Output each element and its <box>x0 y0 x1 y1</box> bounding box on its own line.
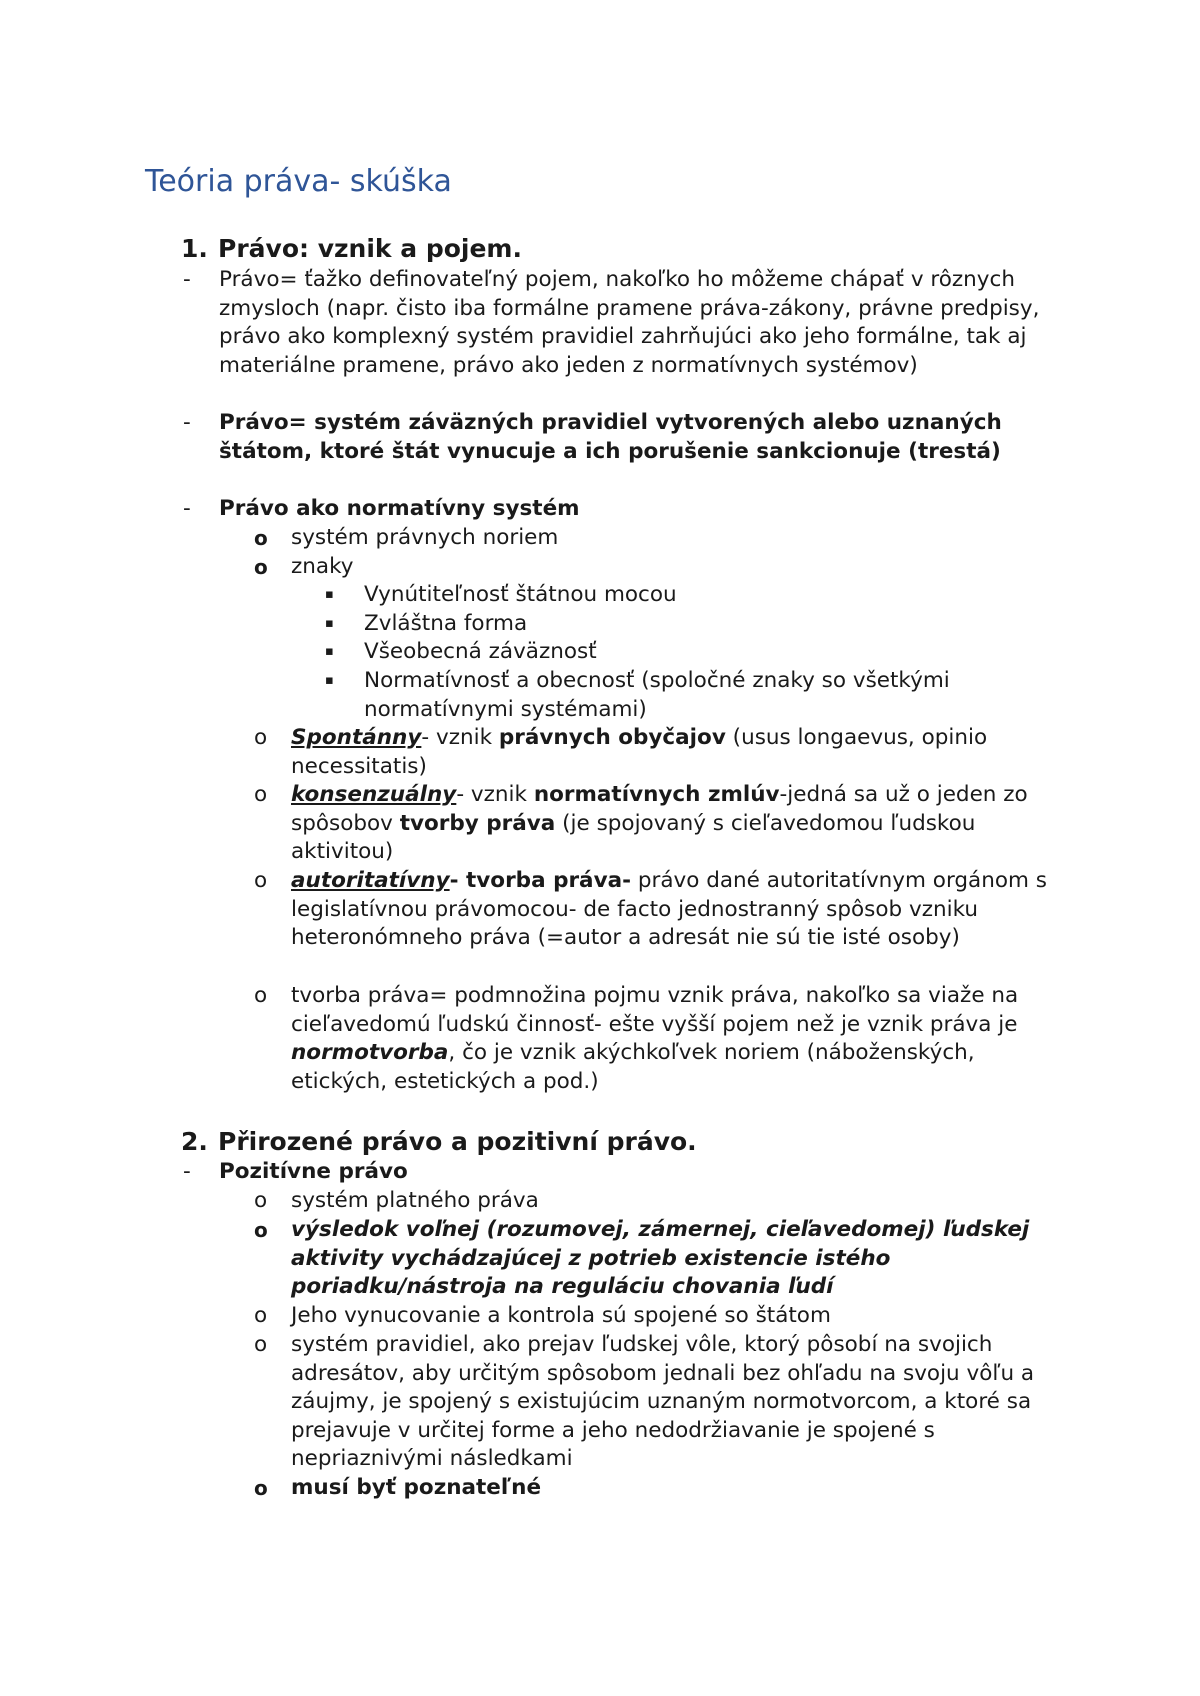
dash-bullet: - <box>183 410 191 435</box>
circle-bullet: o <box>254 1476 268 1500</box>
bold-italic-text: normotvorba <box>291 1040 449 1066</box>
bold-text: - tvorba práva- <box>449 868 632 893</box>
term: konsenzuálny <box>291 782 457 807</box>
bold-text: tvorby práva <box>399 810 556 836</box>
list-item <box>291 724 1071 781</box>
list-item: Všeobecná záväznosť <box>364 639 597 664</box>
list-item: systém pravidiel, ako prejav ľudskej vôle, ktorý pôsobí na svojich adresátov, aby určitým spôsobom jednali bez ohľadu na svoju vôľu a záujmy, je spojený s existujúcim uznaným normotvorcom, a ktoré sa prejavuje v určitej forme a jeho nedodržiavanie je spojené s nepriaznivými následkami <box>291 1332 1035 1472</box>
circle-bullet: o <box>254 1218 268 1242</box>
section-title: Právo: vznik a pojem. <box>218 234 522 263</box>
text: (usus longaevus, opinio necessitatis) <box>291 725 988 779</box>
section-1-heading <box>181 234 522 263</box>
document-title: Teória práva- skúška <box>145 164 452 199</box>
list-item: systém platného práva <box>291 1188 539 1213</box>
list-item: Zvláštna forma <box>364 611 528 636</box>
section-title: Přirozené právo a pozitivní právo. <box>218 1127 697 1156</box>
section-2-heading <box>181 1127 697 1156</box>
term: Spontánny <box>291 725 422 750</box>
list-item <box>291 867 1071 953</box>
bold-text: právnych obyčajov <box>498 725 726 750</box>
section-number: 2. <box>181 1127 208 1156</box>
text: - vznik <box>456 782 534 807</box>
square-bullet: ▪ <box>325 673 334 688</box>
text: (je spojovaný s cieľavedomou ľudskou aktivitou) <box>291 810 976 865</box>
list-item: Pozitívne právo <box>219 1159 408 1184</box>
square-bullet: ▪ <box>325 616 334 631</box>
list-item <box>291 781 1071 867</box>
circle-bullet: o <box>254 1332 268 1357</box>
circle-bullet: o <box>254 1303 268 1328</box>
text: -jedná sa už o jeden zo spôsobov <box>291 782 1028 836</box>
circle-bullet: o <box>254 725 268 750</box>
list-item: Právo= systém záväzných pravidiel vytvorených alebo uznaných štátom, ktoré štát vynucuje a ich porušenie sankcionuje (trestá) <box>219 410 1002 464</box>
circle-bullet: o <box>254 555 268 579</box>
list-item: Právo ako normatívny systém <box>219 496 580 521</box>
list-item: systém právnych noriem <box>291 525 559 550</box>
text: - vznik <box>421 725 499 750</box>
list-item: Právo= ťažko definovateľný pojem, nakoľko ho môžeme chápať v rôznych zmysloch (napr. čisto iba formálne pramene práva-zákony, právne predpisy, právo ako komplexný systém pravidiel zahrňujúci ako jeho formálne, tak aj materiálne pramene, právo ako jeden z normatívnych systémov) <box>219 267 1040 378</box>
list-item: Normatívnosť a obecnosť (spoločné znaky so všetkými normatívnymi systémami) <box>364 668 950 722</box>
list-item <box>291 982 1071 1096</box>
dash-bullet: - <box>183 1159 191 1184</box>
term: autoritatívny <box>291 868 450 893</box>
circle-bullet: o <box>254 782 268 807</box>
dash-bullet: - <box>183 496 191 521</box>
text: tvorba práva= podmnožina pojmu vznik práva, nakoľko sa viaže na cieľavedomú ľudskú činnosť- ešte vyšší pojem než je vznik práva je <box>291 983 1019 1037</box>
list-item: znaky <box>291 554 354 579</box>
text: , čo je vznik akýchkoľvek noriem (náboženských, etických, estetických a pod.) <box>291 1040 975 1094</box>
list-item: výsledok voľnej (rozumovej, zámernej, cieľavedomej) ľudskej aktivity vychádzajúcej z potrieb existencie istého poriadku/nástroja na reguláciu chovania ľudí <box>291 1217 1030 1300</box>
section-number: 1. <box>181 234 208 263</box>
circle-bullet: o <box>254 1188 268 1213</box>
circle-bullet: o <box>254 526 268 550</box>
bold-text: normatívnych zmlúv <box>533 782 780 807</box>
square-bullet: ▪ <box>325 644 334 659</box>
dash-bullet: - <box>183 267 191 292</box>
list-item: musí byť poznateľné <box>291 1475 542 1500</box>
circle-bullet: o <box>254 983 268 1008</box>
list-item: Vynútiteľnosť štátnou mocou <box>364 582 677 607</box>
list-item: Jeho vynucovanie a kontrola sú spojené so štátom <box>291 1303 831 1328</box>
circle-bullet: o <box>254 868 268 893</box>
text: právo dané autoritatívnym orgánom s legislatívnou právomocou- de facto jednostranný spôsob vzniku heteronómneho práva (=autor a adresát nie sú tie isté osoby) <box>291 868 1047 951</box>
square-bullet: ▪ <box>325 587 334 602</box>
